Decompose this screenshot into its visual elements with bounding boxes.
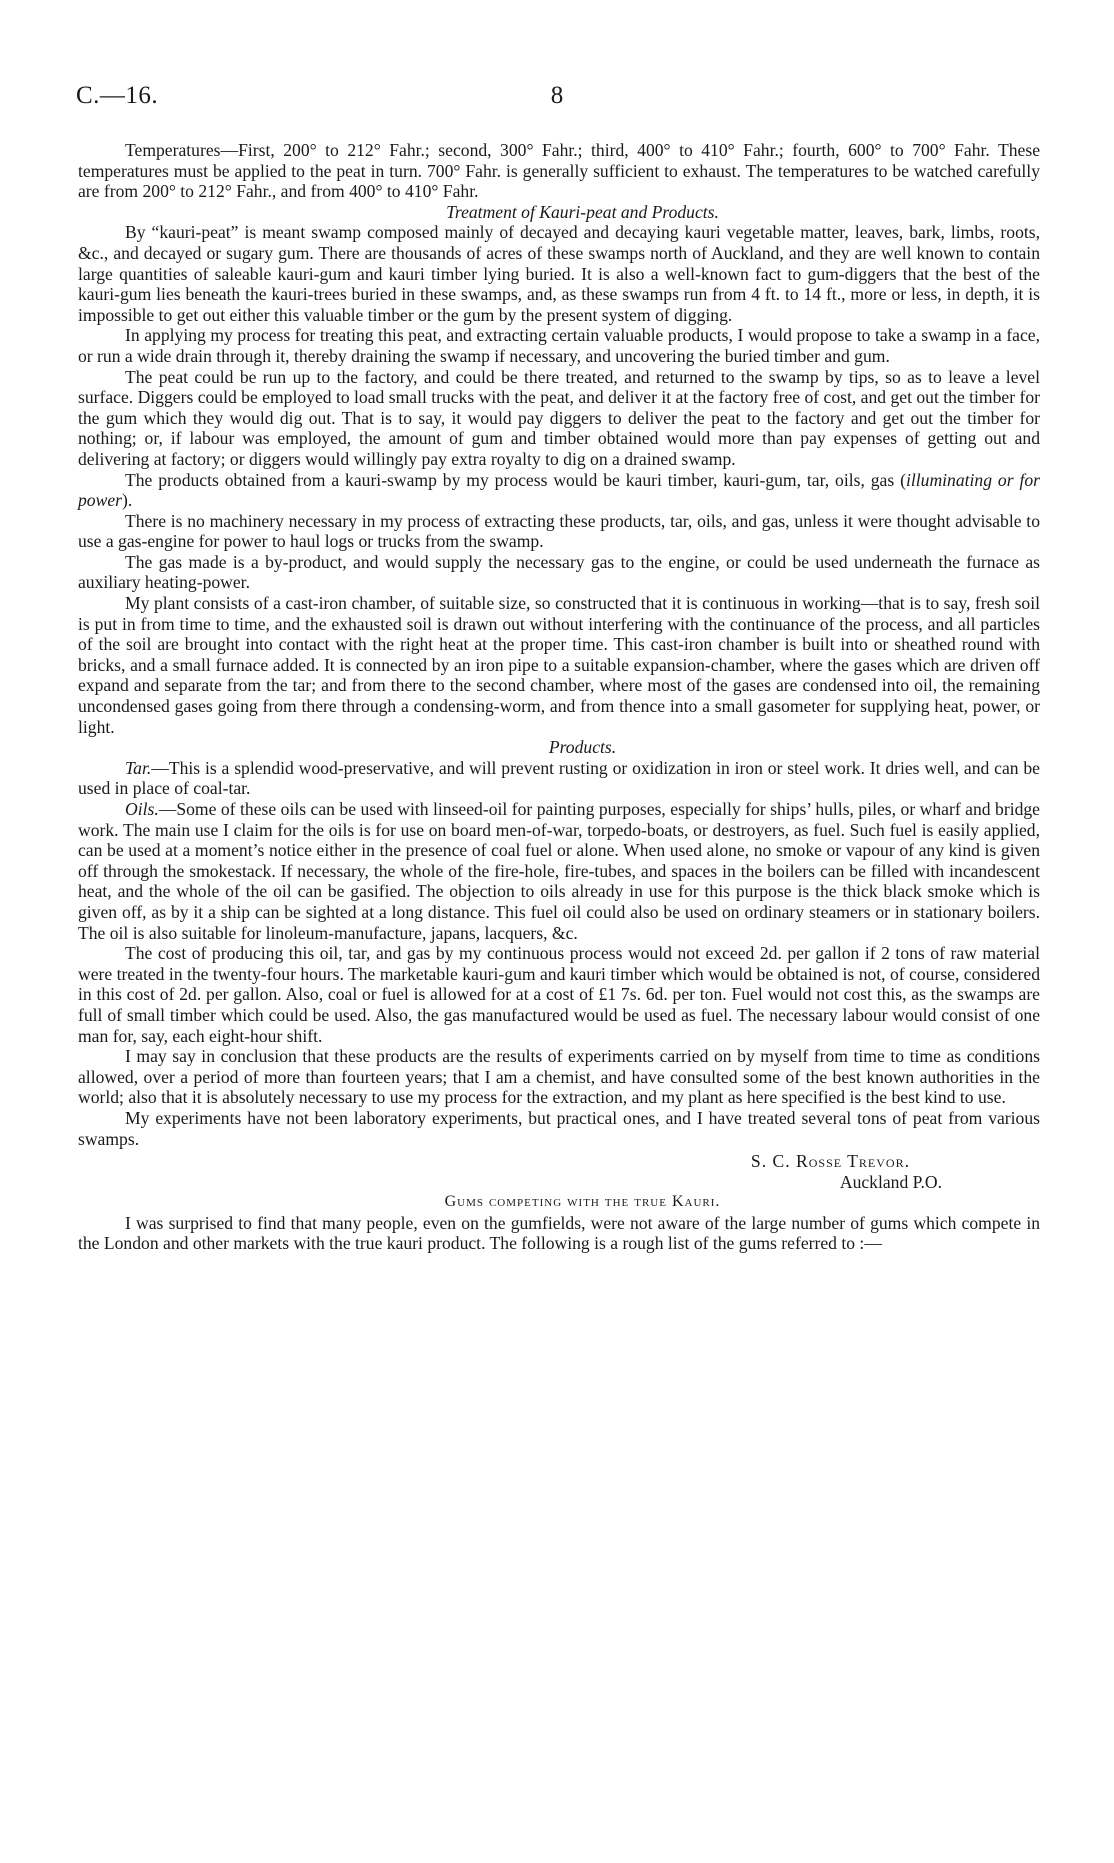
signature-place: Auckland P.O. bbox=[839, 1171, 942, 1192]
signature-block bbox=[78, 1151, 1040, 1192]
paragraph-applying-process: In applying my process for treating this peat, and extracting certain valuable products, I would propose to take a swamp in a face, or run a wide drain through it, thereby draining the swamp if necessary, and uncovering the buried timber and gum. bbox=[78, 325, 1040, 366]
section-heading-treatment: Treatment of Kauri-peat and Products. bbox=[446, 201, 719, 222]
oils-text: —Some of these oils can be used with linseed-oil for painting purposes, especially for ships’ hulls, piles, or wharf and bridge work. The main use I claim for the oils is for use on board men-of-war, torpedo-boats, or destroyers, as fuel. Such fuel is easily applied, can be used at a moment’s notice either in the presence of coal fuel or alone. When used alone, no smoke or vapour of any kind is given off through the smokestack. If necessary, the whole of the fire-hole, fire-tubes, and spaces in the boilers can be filled with incandescent heat, and the whole of the oil can be gasified. The objection to oils already in use for this purpose is the thick black smoke which is given off, as by it a ship can be sighted at a long distance. This fuel oil could also be used on ordinary steamers or in stationary boilers. The oil is also suitable for linoleum-manufacture, japans, lacquers, &c. bbox=[78, 799, 1040, 943]
section-heading-products: Products. bbox=[548, 737, 617, 758]
paragraph-gums-competing: I was surprised to find that many people, even on the gumfields, were not aware of the large number of gums which compete in the London and other markets with the true kauri product. The following is a rough list of the gums referred to :— bbox=[78, 1212, 1040, 1254]
paragraph-oils bbox=[78, 799, 1040, 943]
paragraph-cost: The cost of producing this oil, tar, and gas by my continuous process would not exceed 2d. per gallon if 2 tons of raw material were treated in the twenty-four hours. The marketable kauri-gum and kauri timber which would be obtained is not, of course, considered in this cost of 2d. per gallon. Also, coal or fuel is allowed for at a cost of £1 7s. 6d. per ton. Fuel would not cost this, as the swamps are full of small timber which could be used. Also, the gas manufactured would be used as fuel. The necessary labour would consist of one man for, say, each eight-hour shift. bbox=[78, 943, 1040, 1046]
paragraph-experiments: My experiments have not been laboratory experiments, but practical ones, and I have treated several tons of peat from various swamps. bbox=[78, 1107, 1040, 1149]
products-obtained-tail: ). bbox=[121, 490, 133, 511]
products-obtained-text: The products obtained from a kauri-swamp by my process would be kauri timber, kauri-gum, tar, oils, gas ( bbox=[125, 469, 906, 490]
signature-name: S. C. Rosse Trevor. bbox=[750, 1151, 910, 1172]
oils-label: Oils. bbox=[125, 799, 159, 819]
paragraph-no-machinery: There is no machinery necessary in my process of extracting these products, tar, oils, and gas, unless it were thought advisable to use a gas-engine for power to haul logs or trucks from the swamp. bbox=[78, 510, 1040, 552]
paragraph-conclusion: I may say in conclusion that these products are the results of experiments carried on by myself from time to time as conditions allowed, over a period of more than fourteen years; that I am a chemist, and have consulted some of the best known authorities in the world; also that it is absolutely necessary to use my process for the extraction, and my plant as here specified is the best kind to use. bbox=[78, 1046, 1040, 1108]
document-body bbox=[78, 140, 1040, 1254]
tar-text: —This is a splendid wood-preservative, and will prevent rusting or oxidization in iron or steel work. It dries well, and can be used in place of coal-tar. bbox=[78, 757, 1040, 799]
temperatures-paragraph: Temperatures—First, 200° to 212° Fahr.; second, 300° Fahr.; third, 400° to 410° Fahr.; fourth, 600° to 700° Fahr. These temperatures must be applied to the peat in turn. 700° Fahr. is generally sufficient to exhaust. The temperatures to be watched carefully are from 200° to 212° Fahr., and from 400° to 410° Fahr. bbox=[78, 140, 1040, 202]
document-reference: C.—16. bbox=[76, 82, 159, 109]
tar-label: Tar. bbox=[125, 757, 152, 778]
page-header bbox=[76, 82, 1038, 112]
paragraph-kauri-peat: By “kauri-peat” is meant swamp composed mainly of decayed and decaying kauri vegetable matter, leaves, bark, limbs, roots, &c., and decayed or sugary gum. There are thousands of acres of these swamps north of Auckland, and they are well known to contain large quantities of saleable kauri-gum and kauri timber lying buried. It is also a well-known fact to gum-diggers that the best of the kauri-gum lies beneath the kauri-trees buried in these swamps, and, as these swamps run from 4 ft. to 14 ft., more or less, in depth, it is impossible to get out either this valuable timber or the gum by the present system of digging. bbox=[78, 222, 1040, 325]
paragraph-products-obtained bbox=[78, 470, 1040, 511]
paragraph-gas-by-product: The gas made is a by-product, and would supply the necessary gas to the engine, or could be used underneath the furnace as auxiliary heating-power. bbox=[78, 551, 1040, 593]
paragraph-peat-factory: The peat could be run up to the factory, and could be there treated, and returned to the swamp by tips, so as to leave a level surface. Diggers could be employed to load small trucks with the peat, and deliver it at the factory free of cost, and get out the timber for the gum which they would dig out. That is to say, it would pay diggers to deliver the peat to the factory and get out the timber for nothing; or, if labour was employed, the amount of gum and timber obtained would more than pay expenses of getting out and delivering at factory; or diggers would willingly pay extra royalty to dig on a drained swamp. bbox=[78, 366, 1040, 469]
products-obtained-italic: illuminating or for power bbox=[78, 469, 1040, 511]
paragraph-tar bbox=[78, 758, 1040, 799]
page-number: 8 bbox=[550, 82, 564, 109]
paragraph-plant-description: My plant consists of a cast-iron chamber, of suitable size, so constructed that it is continuous in working—that is to say, fresh soil is put in from time to time, and the exhausted soil is drawn out without interfering with the continuance of the process, and all particles of the soil are brought into contact with the right heat at the proper time. This cast-iron chamber is built into or sheathed round with bricks, and a small furnace added. It is connected by an iron pipe to a suitable expansion-chamber, where the gases which are driven off expand and separate from the tar; and from there to the second chamber, where most of the gases are condensed into oil, the remaining uncondensed gases going from there through a condensing-worm, and from thence into a small gasometer for supplying heat, power, or light. bbox=[78, 593, 1040, 737]
section-heading-gums: Gums competing with the true Kauri. bbox=[444, 1193, 721, 1211]
